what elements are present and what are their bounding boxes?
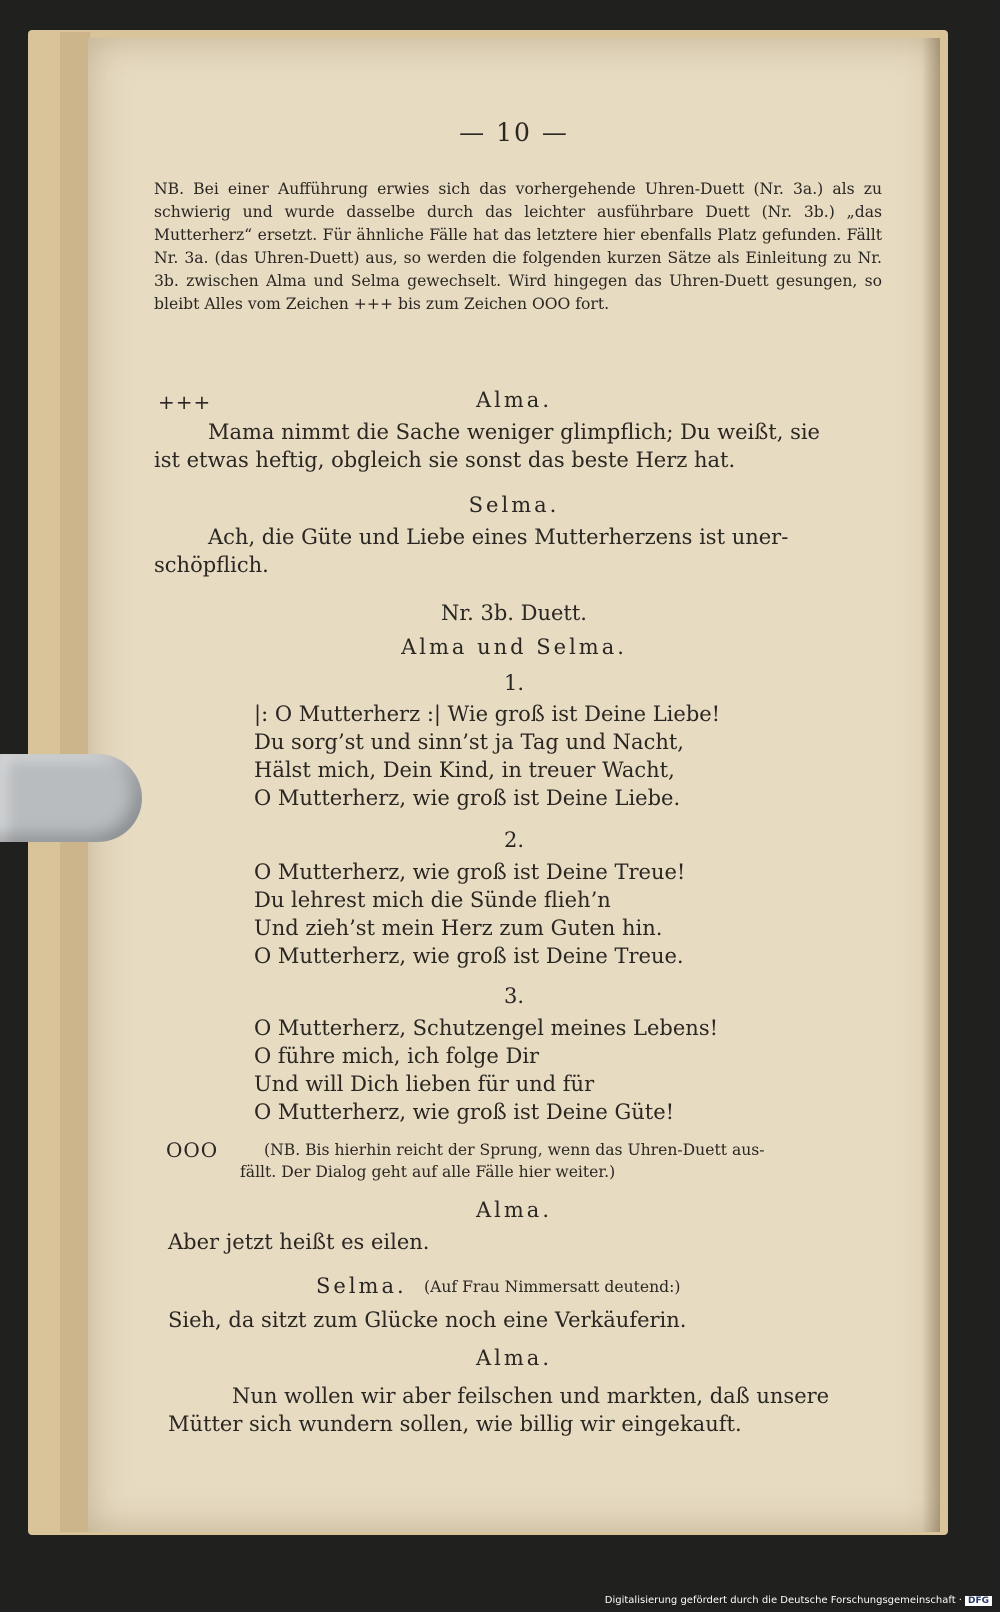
o-marker: OOO bbox=[166, 1138, 219, 1162]
verse-line: O führe mich, ich folge Dir bbox=[254, 1044, 540, 1068]
o-note-line: fällt. Der Dialog geht auf alle Fälle hier weiter.) bbox=[240, 1163, 616, 1181]
verse-line: |: O Mutterherz :| Wie groß ist Deine Liebe! bbox=[254, 702, 721, 726]
dialogue-line: ist etwas heftig, obgleich sie sonst das beste Herz hat. bbox=[154, 448, 736, 472]
dialogue-line: Sieh, da sitzt zum Glücke noch eine Verkäuferin. bbox=[168, 1308, 687, 1332]
verse-line: O Mutterherz, Schutzengel meines Lebens! bbox=[254, 1016, 719, 1040]
plus-marker: +++ bbox=[158, 390, 212, 414]
verse-number: 1. bbox=[503, 671, 525, 695]
song-singers: Alma und Selma. bbox=[401, 635, 627, 659]
verse-line: Du lehrest mich die Sünde flieh’n bbox=[254, 888, 611, 912]
o-note-line: (NB. Bis hierhin reicht der Sprung, wenn das Uhren-Duett aus- bbox=[264, 1141, 765, 1159]
dialogue-line: Aber jetzt heißt es eilen. bbox=[168, 1230, 430, 1254]
dialogue-line: Mütter sich wundern sollen, wie billig wir eingekauft. bbox=[168, 1412, 742, 1436]
verse-line: Und zieh’st mein Herz zum Guten hin. bbox=[254, 916, 663, 940]
dialogue-line: schöpflich. bbox=[154, 553, 269, 577]
verse-number: 3. bbox=[503, 984, 525, 1008]
speaker-alma: Alma. bbox=[476, 1346, 552, 1370]
verse-line: O Mutterherz, wie groß ist Deine Güte! bbox=[254, 1100, 675, 1124]
verse-line: O Mutterherz, wie groß ist Deine Treue! bbox=[254, 860, 686, 884]
book-page bbox=[88, 38, 940, 1532]
nb-note: NB. Bei einer Aufführung erwies sich das vorhergehende Uhren-Duett (Nr. 3a.) als zu schwierig und wurde dasselbe durch das leichter ausführbare Duett (Nr. 3b.) „das Mutterherz“ ersetzt. Für ähnliche Fälle hat das letztere hier ebenfalls Platz gefunden. Fällt Nr. 3a. (das Uhren-Duett) aus, so werden die folgenden kurzen Sätze als Einleitung zu Nr. 3b. zwischen Alma und Selma gewechselt. Wird hingegen das Uhren-Duett gesungen, so bleibt Alles vom Zeichen +++ bis zum Zeichen OOO fort. bbox=[154, 180, 882, 313]
dialogue-line: Mama nimmt die Sache weniger glimpflich; Du weißt, sie bbox=[208, 420, 820, 444]
speaker-selma: Selma. bbox=[316, 1274, 407, 1298]
dialogue-line: Nun wollen wir aber feilschen und markten, daß unsere bbox=[232, 1384, 830, 1408]
dfg-logo: DFG bbox=[965, 1596, 992, 1606]
thumb-holding-page bbox=[0, 754, 142, 842]
verse-number: 2. bbox=[503, 828, 525, 852]
footer-text: Digitalisierung gefördert durch die Deutsche Forschungsgemeinschaft · bbox=[604, 1595, 962, 1606]
verse-line: Hälst mich, Dein Kind, in treuer Wacht, bbox=[254, 758, 675, 782]
speaker-selma: Selma. bbox=[468, 493, 560, 517]
speaker-alma: Alma. bbox=[476, 388, 552, 412]
digitization-footer bbox=[605, 1595, 992, 1606]
dialogue-line: Ach, die Güte und Liebe eines Mutterherzens ist uner- bbox=[208, 525, 789, 549]
page-number: — 10 — bbox=[459, 118, 569, 147]
verse-line: Und will Dich lieben für und für bbox=[254, 1072, 595, 1096]
verse-line: O Mutterherz, wie groß ist Deine Treue. bbox=[254, 944, 684, 968]
verse-line: Du sorg’st und sinn’st ja Tag und Nacht, bbox=[254, 730, 684, 754]
stage-direction: (Auf Frau Nimmersatt deutend:) bbox=[424, 1278, 681, 1296]
verse-line: O Mutterherz, wie groß ist Deine Liebe. bbox=[254, 786, 681, 810]
song-title: Nr. 3b. Duett. bbox=[441, 601, 587, 625]
speaker-alma: Alma. bbox=[476, 1198, 552, 1222]
